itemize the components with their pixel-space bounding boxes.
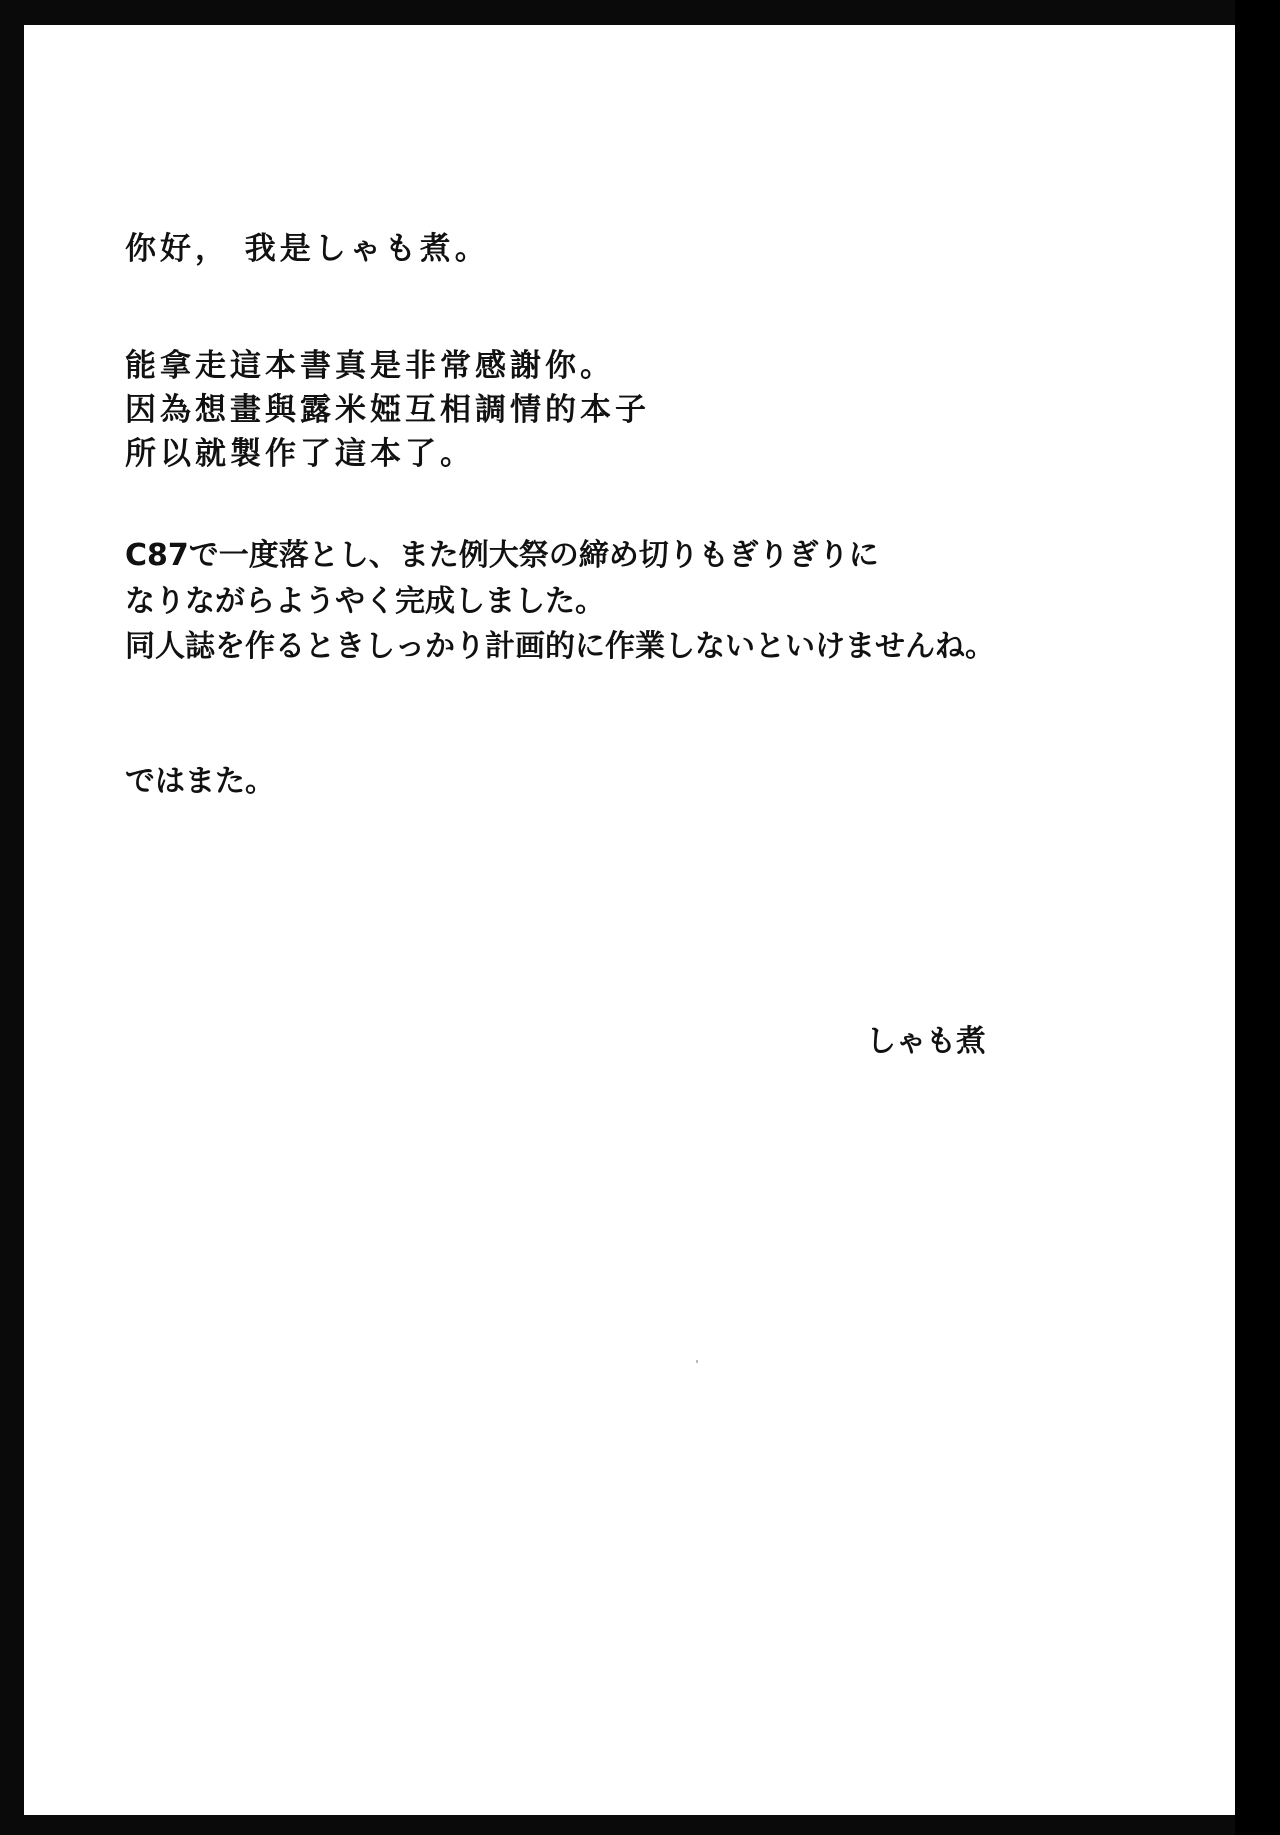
thanks-line-2: 因為想畫與露米婭互相調情的本子 <box>125 392 650 428</box>
thanks-line-1: 能拿走這本書真是非常感謝你。 <box>125 348 615 384</box>
afterword-line-1: C87で一度落とし、また例大祭の締め切りもぎりぎりに <box>125 538 879 573</box>
closing-line: ではまた。 <box>125 764 275 799</box>
afterword-line-3: 同人誌を作るときしっかり計画的に作業しないといけませんね。 <box>125 629 995 664</box>
paper-speck <box>696 1360 698 1363</box>
signature: しゃも煮 <box>866 1024 986 1059</box>
scan-border <box>1235 0 1280 1835</box>
greeting-line: 你好， 我是しゃも煮。 <box>125 231 490 267</box>
paper-sheet <box>24 25 1235 1815</box>
afterword-line-2: なりながらようやく完成しました。 <box>125 584 605 619</box>
thanks-line-3: 所以就製作了這本了。 <box>125 436 475 472</box>
